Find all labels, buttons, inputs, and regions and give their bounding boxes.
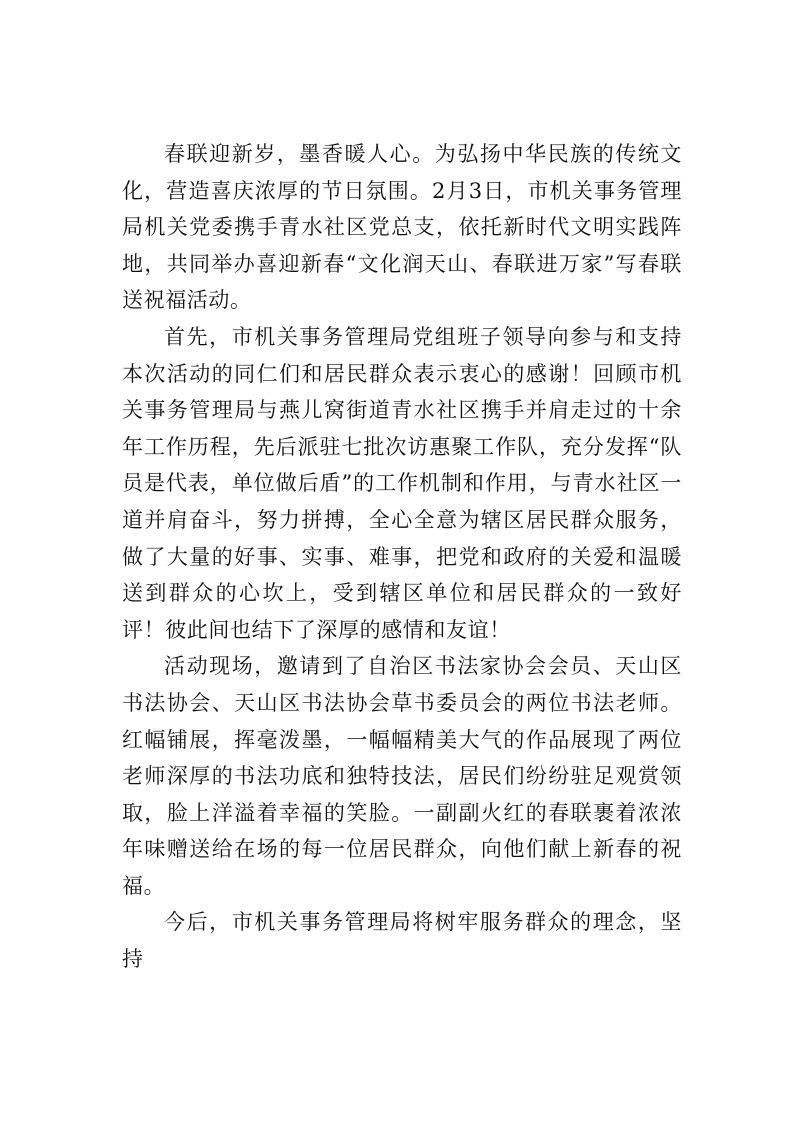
paragraph-4: 今后，市机关事务管理局将树牢服务群众的理念，坚持 [122,910,682,972]
paragraph-1: 春联迎新岁，墨香暖人心。为弘扬中华民族的传统文化，营造喜庆浓厚的节日氛围。2月3日，市机关事务管理局机关党委携手青水社区党总支，依托新时代文明实践阵地，共同举办喜迎新春“文化润天山、春联进万家”写春联送祝福活动。 [122,142,682,313]
article-body [122,136,682,978]
paragraph-2: 首先，市机关事务管理局党组班子领导向参与和支持本次活动的同仁们和居民群众表示衷心的感谢！回顾市机关事务管理局与燕儿窝街道青水社区携手并肩走过的十余年工作历程，先后派驻七批次访惠聚工作队，充分发挥“队员是代表，单位做后盾”的工作机制和作用，与青水社区一道并肩奋斗，努力拼搏，全心全意为辖区居民群众服务，做了大量的好事、实事、难事，把党和政府的关爱和温暖送到群众的心坎上，受到辖区单位和居民群众的一致好评！彼此间也结下了深厚的感情和友谊！ [122,324,682,642]
paragraph-3: 活动现场，邀请到了自治区书法家协会会员、天山区书法协会、天山区书法协会草书委员会的两位书法老师。红幅铺展，挥毫泼墨，一幅幅精美大气的作品展现了两位老师深厚的书法功底和独特技法，居民们纷纷驻足观赏领取，脸上洋溢着幸福的笑脸。一副副火红的春联裹着浓浓年味赠送给在场的每一位居民群众，向他们献上新春的祝福。 [122,654,682,898]
